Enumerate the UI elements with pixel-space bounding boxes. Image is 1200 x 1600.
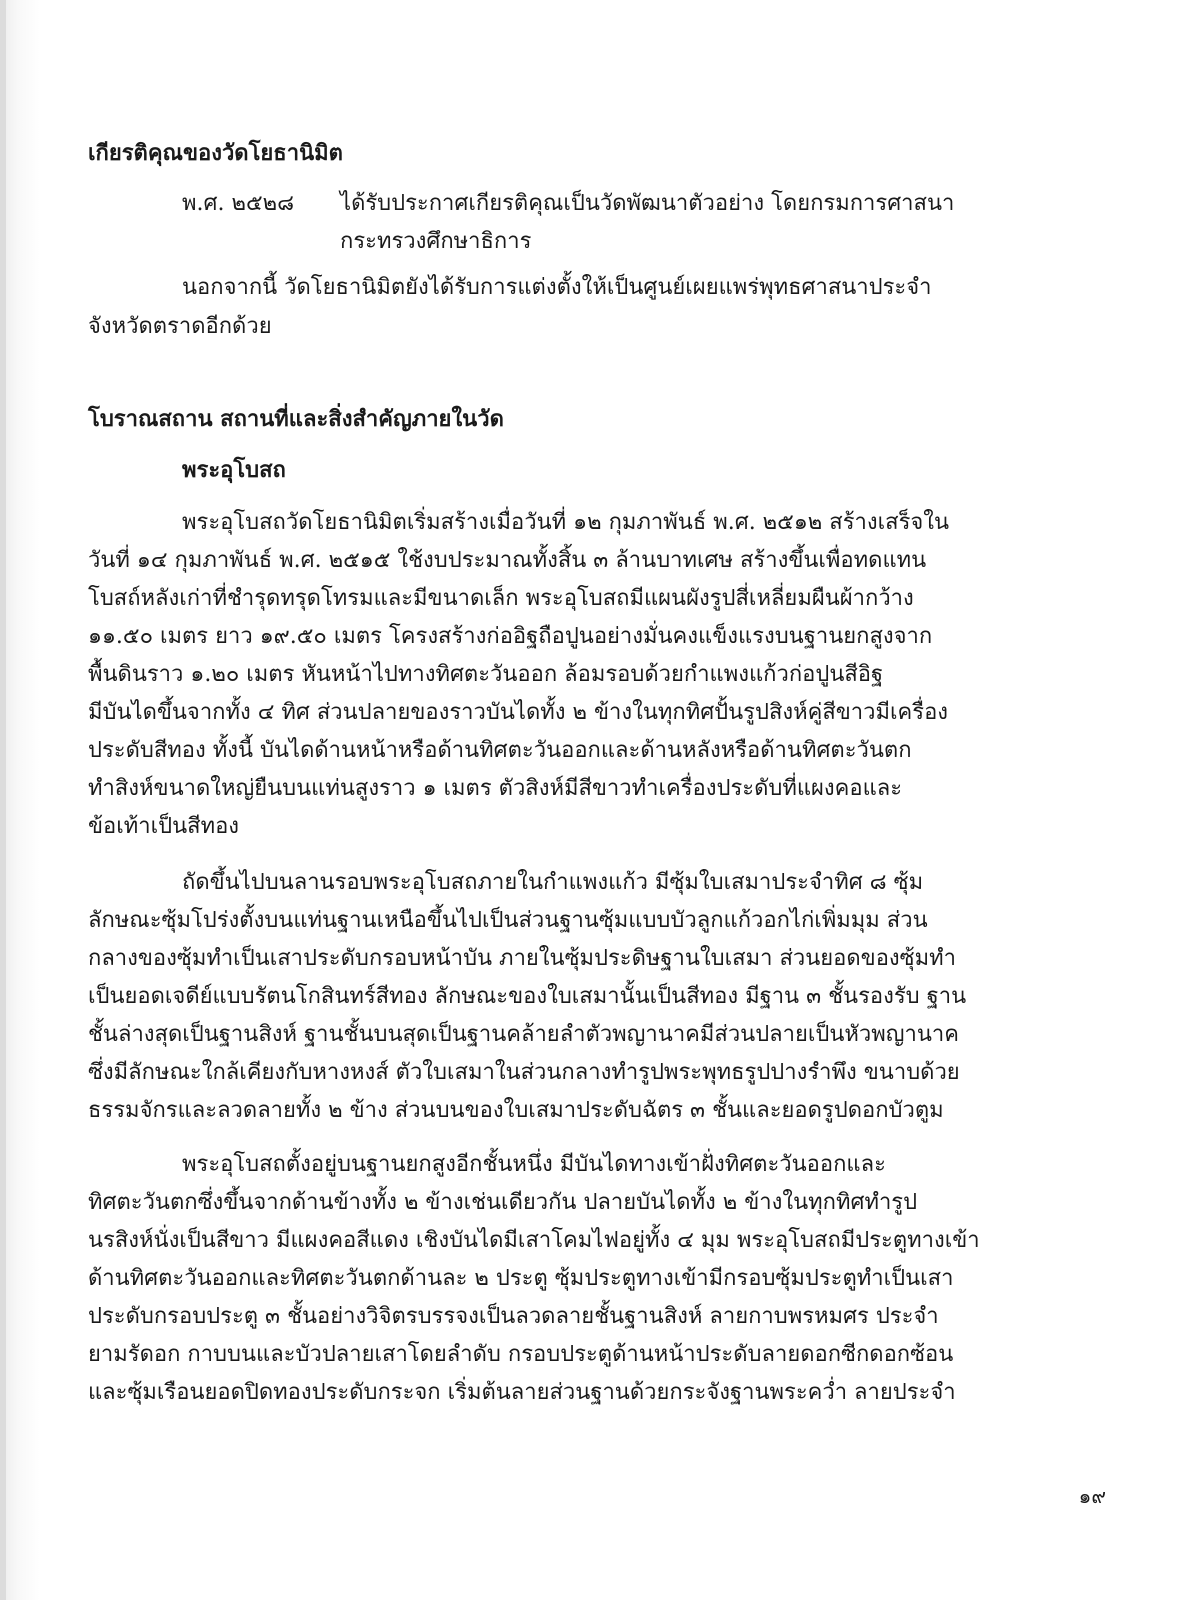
paragraph-2-line: ธรรมจักรและลวดลายทั้ง ๒ ข้าง ส่วนบนของใบเสมาประดับฉัตร ๓ ชั้นและยอดรูปดอกบัวตูม — [88, 1098, 944, 1123]
paragraph-2-line: ลักษณะซุ้มโปร่งตั้งบนแท่นฐานเหนือขึ้นไปเป็นส่วนฐานซุ้มแบบบัวลูกแก้วอกไก่เพิ่มมุม ส่วน — [88, 908, 928, 933]
paragraph-3-line: ด้านทิศตะวันออกและทิศตะวันตกด้านละ ๒ ประตู ซุ้มประตูทางเข้ามีกรอบซุ้มประตูทำเป็นเสา — [88, 1266, 954, 1291]
paragraph-1-line: ประดับสีทอง ทั้งนี้ บันไดด้านหน้าหรือด้านทิศตะวันออกและด้านหลังหรือด้านทิศตะวันตก — [88, 738, 912, 763]
honor-text-line-1: ได้รับประกาศเกียรติคุณเป็นวัดพัฒนาตัวอย่าง โดยกรมการศาสนา — [340, 191, 955, 216]
paragraph-1-line: ทำสิงห์ขนาดใหญ่ยืนบนแท่นสูงราว ๑ เมตร ตัวสิงห์มีสีขาวทำเครื่องประดับที่แผงคอและ — [88, 776, 903, 801]
honor-year: พ.ศ. ๒๕๒๘ — [182, 191, 295, 216]
paragraph-2-line: ถัดขึ้นไปบนลานรอบพระอุโบสถภายในกำแพงแก้ว มีซุ้มใบเสมาประจำทิศ ๘ ซุ้ม — [182, 870, 924, 895]
paragraph-1-line: พื้นดินราว ๑.๒๐ เมตร หันหน้าไปทางทิศตะวันออก ล้อมรอบด้วยกำแพงแก้วก่อปูนสีอิฐ — [88, 662, 884, 687]
page-number: ๑๙ — [1078, 1484, 1106, 1508]
subheading-ubosot: พระอุโบสถ — [182, 457, 286, 483]
paragraph-2-line: กลางของซุ้มทำเป็นเสาประดับกรอบหน้าบัน ภายในซุ้มประดิษฐานใบเสมา ส่วนยอดของซุ้มทำ — [88, 946, 956, 971]
section-heading-monuments: โบราณสถาน สถานที่และสิ่งสำคัญภายในวัด — [88, 406, 504, 432]
paragraph-2-line: เป็นยอดเจดีย์แบบรัตนโกสินทร์สีทอง ลักษณะของใบเสมานั้นเป็นสีทอง มีฐาน ๓ ชั้นรองรับ ฐาน — [88, 984, 967, 1009]
paragraph-2-line: ชั้นล่างสุดเป็นฐานสิงห์ ฐานชั้นบนสุดเป็นฐานคล้ายลำตัวพญานาคมีส่วนปลายเป็นหัวพญานาค — [88, 1022, 959, 1047]
paragraph-1-line: วันที่ ๑๔ กุมภาพันธ์ พ.ศ. ๒๕๑๕ ใช้งบประมาณทั้งสิ้น ๓ ล้านบาทเศษ สร้างขึ้นเพื่อทดแทน — [88, 548, 927, 573]
paragraph-3-line: พระอุโบสถตั้งอยู่บนฐานยกสูงอีกชั้นหนึ่ง มีบันไดทางเข้าฝั่งทิศตะวันออกและ — [182, 1152, 886, 1177]
paragraph-1-line: ๑๑.๕๐ เมตร ยาว ๑๙.๕๐ เมตร โครงสร้างก่ออิฐถือปูนอย่างมั่นคงแข็งแรงบนฐานยกสูงจาก — [88, 624, 933, 649]
paragraph-3-line: ทิศตะวันตกซึ่งขึ้นจากด้านข้างทั้ง ๒ ข้างเช่นเดียวกัน ปลายบันไดทั้ง ๒ ข้างในทุกทิศทำรูป — [88, 1190, 918, 1215]
section-heading-honors: เกียรติคุณของวัดโยธานิมิต — [88, 140, 343, 166]
honor-note-line-1: นอกจากนี้ วัดโยธานิมิตยังได้รับการแต่งตั้งให้เป็นศูนย์เผยแพร่พุทธศาสนาประจำ — [182, 275, 932, 300]
paragraph-1-line: มีบันไดขึ้นจากทั้ง ๔ ทิศ ส่วนปลายของราวบันไดทั้ง ๒ ข้างในทุกทิศปั้นรูปสิงห์คู่สีขาวมีเครื่อง — [88, 700, 949, 725]
paragraph-3-line: ประดับกรอบประตู ๓ ชั้นอย่างวิจิตรบรรจงเป็นลวดลายชั้นฐานสิงห์ ลายกาบพรหมศร ประจำ — [88, 1304, 939, 1329]
paragraph-1-line: โบสถ์หลังเก่าที่ชำรุดทรุดโทรมและมีขนาดเล็ก พระอุโบสถมีแผนผังรูปสี่เหลี่ยมผืนผ้ากว้าง — [88, 586, 914, 611]
paragraph-2-line: ซึ่งมีลักษณะใกล้เคียงกับหางหงส์ ตัวใบเสมาในส่วนกลางทำรูปพระพุทธรูปปางรำพึง ขนาบด้วย — [88, 1060, 960, 1085]
honor-note-line-2: จังหวัดตราดอีกด้วย — [88, 314, 272, 339]
paragraph-3-line: ยามรัดอก กาบบนและบัวปลายเสาโดยลำดับ กรอบประตูด้านหน้าประดับลายดอกซีกดอกซ้อน — [88, 1342, 954, 1367]
paragraph-3-line: นรสิงห์นั่งเป็นสีขาว มีแผงคอสีแดง เชิงบันไดมีเสาโคมไฟอยู่ทั้ง ๔ มุม พระอุโบสถมีประตูทางเข้า — [88, 1228, 980, 1253]
paragraph-3-line: และซุ้มเรือนยอดปิดทองประดับกระจก เริ่มต้นลายส่วนฐานด้วยกระจังฐานพระคว่ำ ลายประจำ — [88, 1380, 956, 1405]
honor-text-line-2: กระทรวงศึกษาธิการ — [340, 229, 532, 254]
paragraph-1-line: พระอุโบสถวัดโยธานิมิตเริ่มสร้างเมื่อวันที่ ๑๒ กุมภาพันธ์ พ.ศ. ๒๕๑๒ สร้างเสร็จใน — [182, 510, 950, 535]
paragraph-1-line: ข้อเท้าเป็นสีทอง — [88, 814, 240, 839]
page-edge-shadow — [0, 0, 6, 1600]
